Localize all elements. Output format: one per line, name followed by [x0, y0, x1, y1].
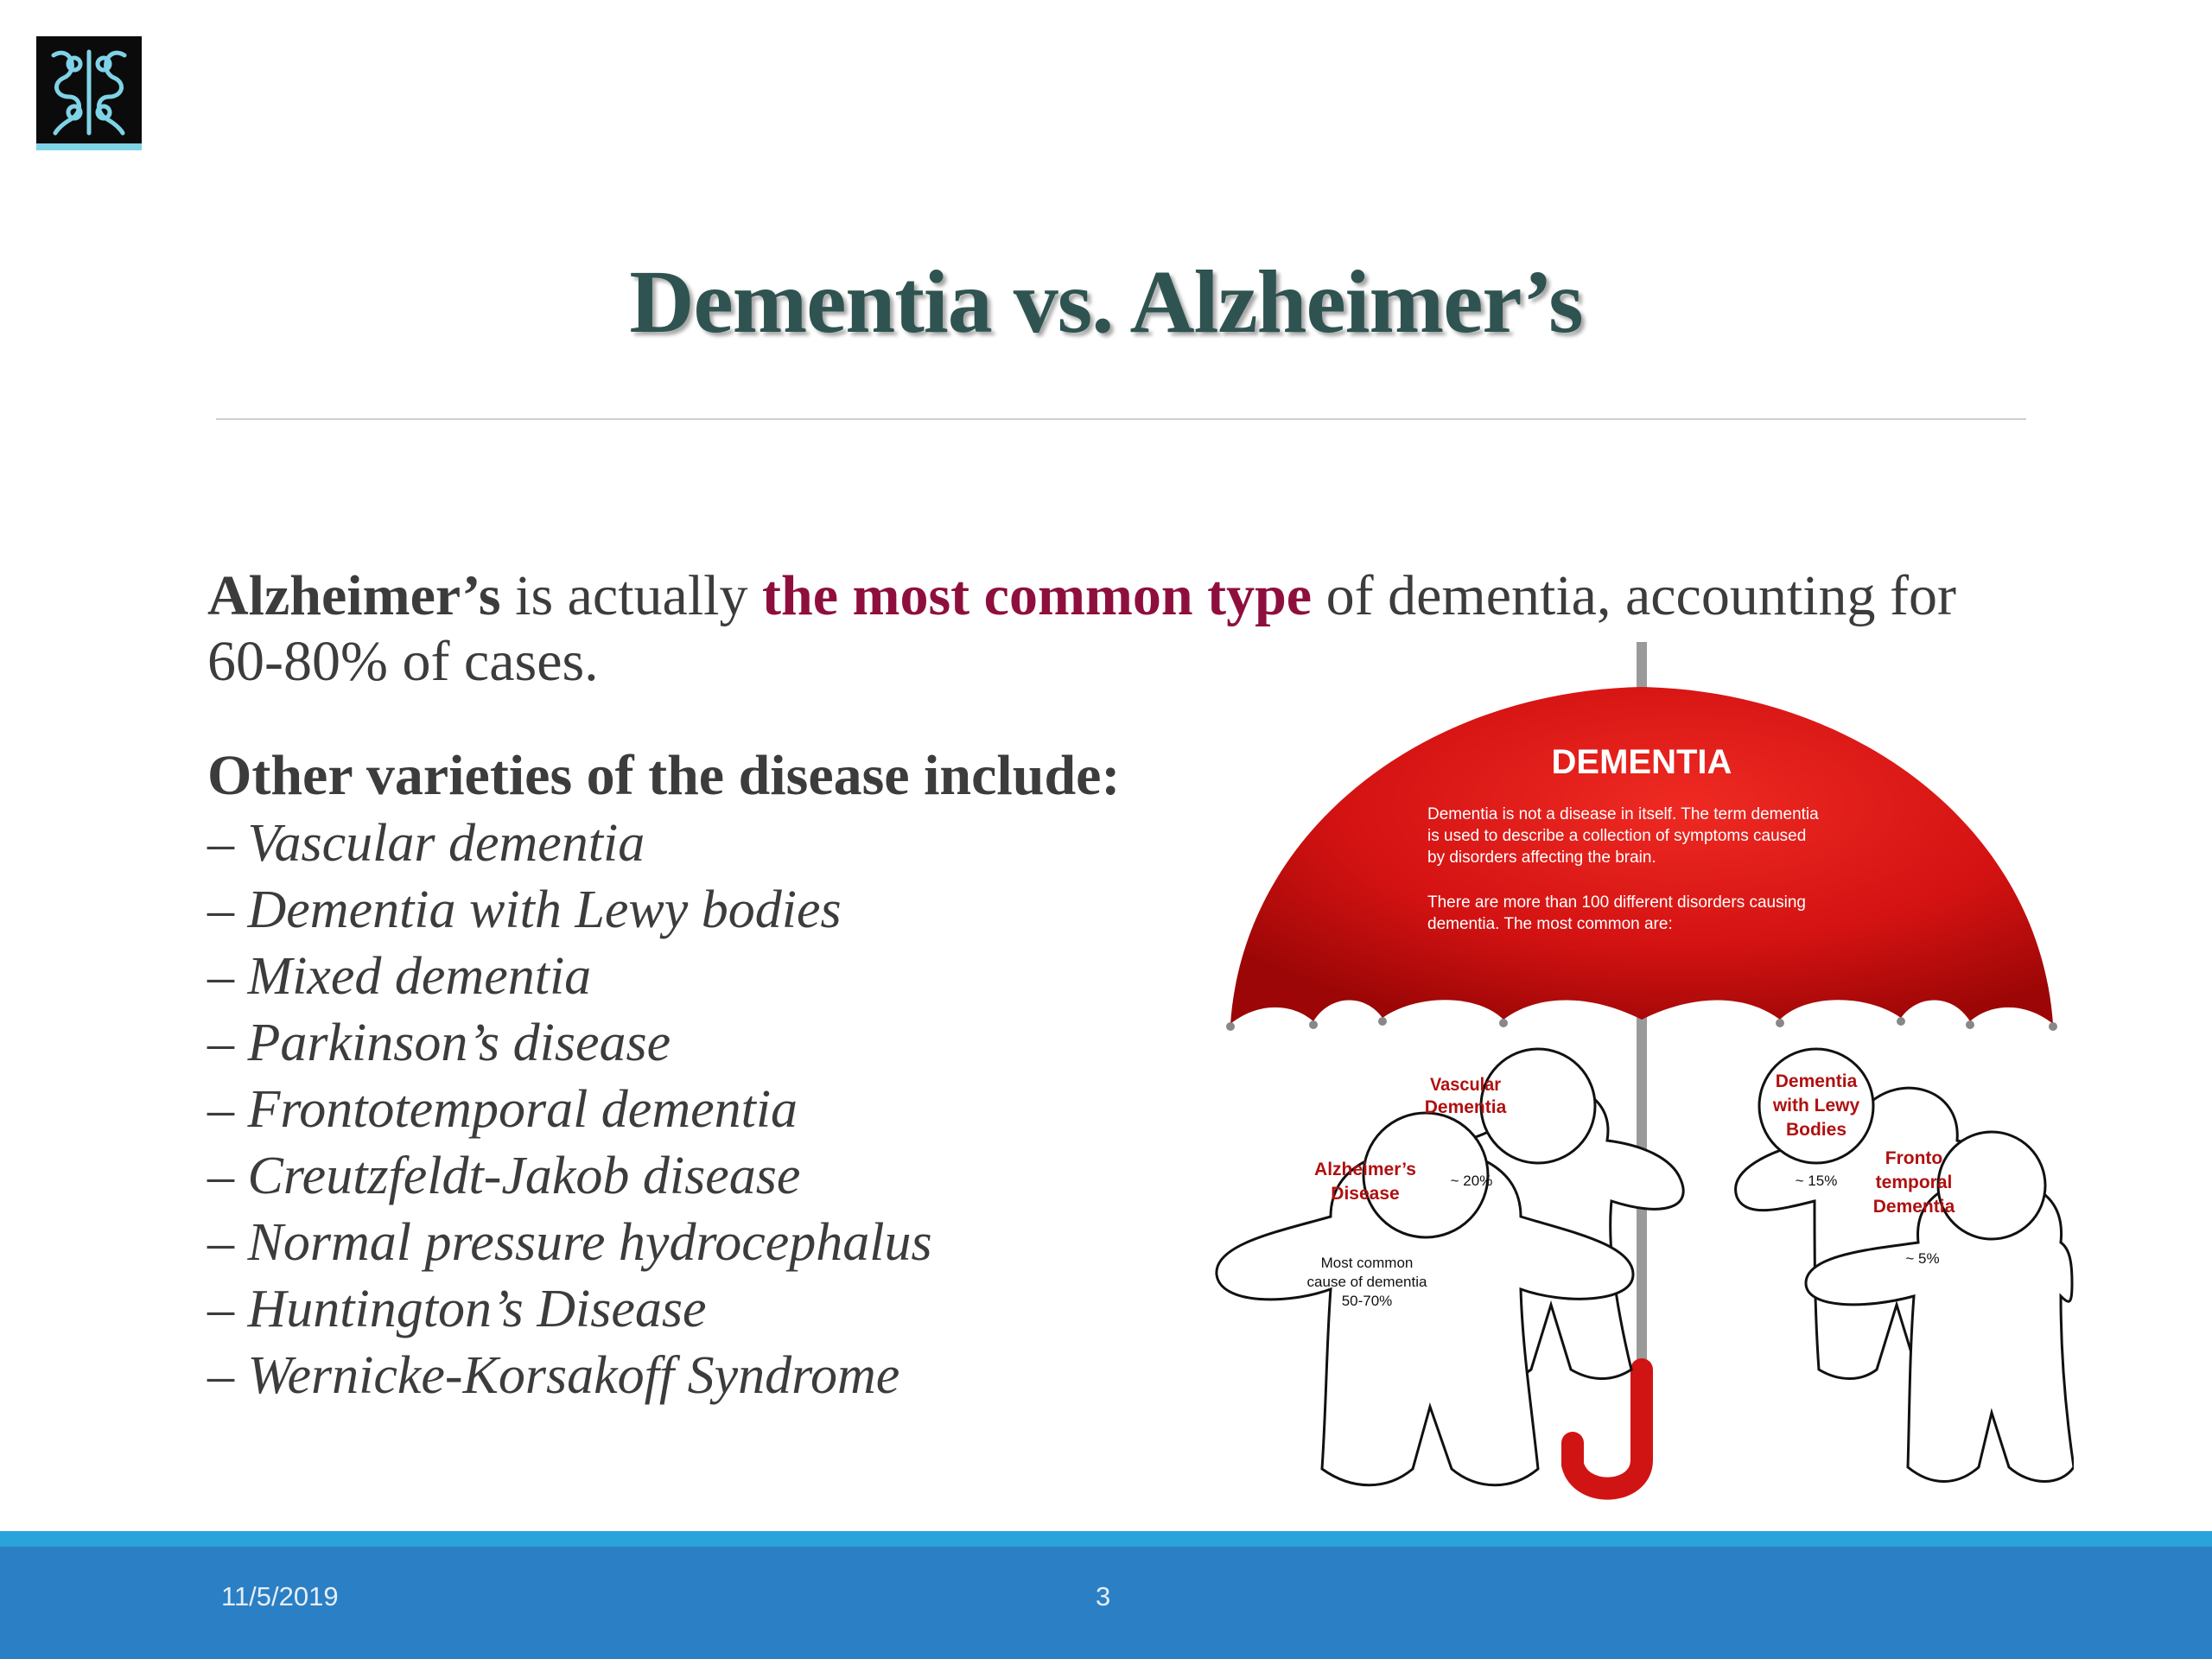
intro-rest: of dementia, accounting for 60-80% of cases. [207, 564, 1956, 693]
footer-date: 11/5/2019 [221, 1581, 339, 1611]
footer-page-number: 3 [1096, 1581, 1111, 1611]
umbrella-handle [1573, 1370, 1642, 1489]
logo-emblem [36, 36, 142, 150]
varieties-list [207, 810, 1296, 1409]
title-divider [216, 418, 2026, 420]
alzheimers-label: Alzheimer’s [1314, 1160, 1416, 1179]
intro-accent: the most common type [762, 564, 1313, 627]
umbrella-text-line: There are more than 100 different disorders causing [1427, 893, 1806, 912]
list-item: – Vascular dementia [207, 814, 645, 873]
fronto-label: Fronto [1885, 1148, 1943, 1168]
list-item: – Wernicke-Korsakoff Syndrome [207, 1346, 900, 1405]
lewy-label: Dementia [1775, 1071, 1858, 1091]
umbrella-text-line: by disorders affecting the brain. [1427, 849, 1656, 867]
alzheimers-note: 50-70% [1341, 1293, 1393, 1309]
umbrella-text-line: dementia. The most common are: [1427, 915, 1673, 933]
vascular-label: Vascular [1429, 1074, 1502, 1096]
lewy-percentage: ~ 15% [1795, 1173, 1838, 1189]
list-item: – Creutzfeldt-Jakob disease [207, 1147, 801, 1205]
fronto-label: Dementia [1872, 1197, 1955, 1217]
umbrella-text-line: is used to describe a collection of symptoms caused [1427, 827, 1807, 845]
alzheimers-note: Most common [1320, 1255, 1414, 1271]
vascular-percentage: ~ 20% [1450, 1173, 1493, 1189]
vascular-label: Dementia [1424, 1097, 1507, 1117]
fronto-label: temporal [1875, 1173, 1953, 1192]
slide-footer [0, 1547, 2212, 1659]
list-item: – Huntington’s Disease [207, 1280, 707, 1338]
intro-bold: Alzheimer’s [207, 564, 501, 627]
alzheimers-label: Disease [1331, 1184, 1400, 1204]
footer-accent-band [0, 1531, 2212, 1547]
list-item: – Normal pressure hydrocephalus [207, 1213, 932, 1272]
dementia-umbrella-illustration [1210, 639, 2074, 1521]
lewy-label: Bodies [1785, 1120, 1847, 1140]
list-item: – Dementia with Lewy bodies [207, 880, 842, 939]
list-item: – Parkinson’s disease [207, 1014, 671, 1072]
lewy-label: with Lewy [1772, 1096, 1860, 1116]
umbrella-tip [1637, 642, 1647, 694]
fronto-percentage: ~ 5% [1905, 1250, 1940, 1267]
umbrella-title: DEMENTIA [1551, 743, 1732, 781]
intro-mid: is actually [500, 564, 763, 627]
list-item: – Mixed dementia [207, 947, 592, 1006]
varieties-heading: Other varieties of the disease include: [207, 744, 1121, 807]
umbrella-text-line: Dementia is not a disease in itself. The term dementia [1427, 805, 1819, 823]
varieties-section [207, 743, 1296, 1409]
slide-title: Dementia vs. Alzheimer’s [629, 252, 1583, 352]
alzheimers-note: cause of dementia [1306, 1274, 1427, 1290]
list-item: – Frontotemporal dementia [207, 1080, 798, 1139]
